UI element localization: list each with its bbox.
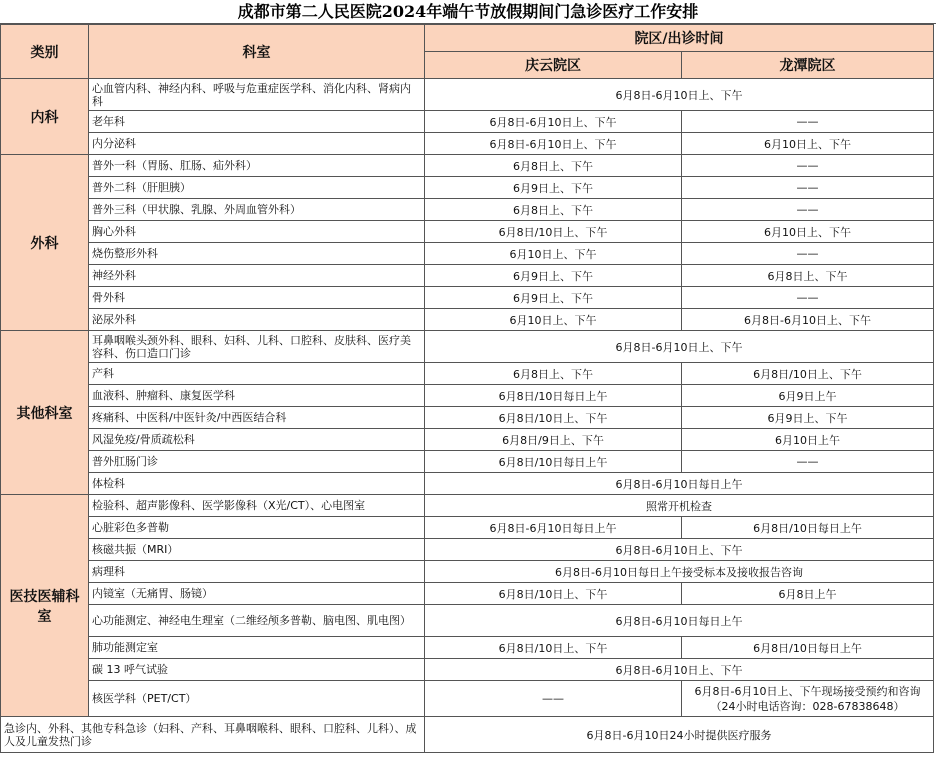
hours-cell: 6月9日上、下午 <box>682 407 934 429</box>
dept-cell: 风湿免疫/骨质疏松科 <box>89 429 425 451</box>
dept-cell: 泌尿外科 <box>89 309 425 331</box>
category-other: 其他科室 <box>1 331 89 495</box>
hours-cell: —— <box>682 451 934 473</box>
hours-cell: 6月10日上、下午 <box>425 243 682 265</box>
dept-cell: 检验科、超声影像科、医学影像科（X光/CT）、心电图室 <box>89 495 425 517</box>
table-row <box>1 111 934 133</box>
hours-cell: 6月8日-6月10日上、下午 <box>425 331 934 363</box>
dept-cell: 血液科、肿瘤科、康复医学科 <box>89 385 425 407</box>
hours-cell: 6月8日/10日每日上午 <box>425 385 682 407</box>
hours-cell: 6月8日/9日上、下午 <box>425 429 682 451</box>
table-row <box>1 309 934 331</box>
dept-cell: 普外肛肠门诊 <box>89 451 425 473</box>
hours-cell: 6月8日/10日上、下午 <box>682 363 934 385</box>
table-row <box>1 385 934 407</box>
hours-cell: 6月8日/10日上、下午 <box>425 583 682 605</box>
hours-cell: 6月9日上、下午 <box>425 177 682 199</box>
hours-cell: 6月8日-6月10日每日上午 <box>425 517 682 539</box>
dept-cell: 碳 13 呼气试验 <box>89 659 425 681</box>
table-row <box>1 265 934 287</box>
header-campus-a: 庆云院区 <box>425 52 682 79</box>
hours-cell: —— <box>682 243 934 265</box>
emergency-hours-cell: 6月8日-6月10日24小时提供医疗服务 <box>425 717 934 753</box>
dept-cell: 神经外科 <box>89 265 425 287</box>
hours-cell: 6月8日-6月10日每日上午 <box>425 605 934 637</box>
hours-cell: 6月8日-6月10日上、下午 <box>425 659 934 681</box>
category-internal: 内科 <box>1 79 89 155</box>
hours-cell: 6月8日上、下午 <box>425 199 682 221</box>
header-row <box>1 25 934 52</box>
table-row <box>1 177 934 199</box>
hours-cell: 6月8日-6月10日上、下午 <box>682 309 934 331</box>
dept-cell: 心血管内科、神经内科、呼吸与危重症医学科、消化内科、肾病内科 <box>89 79 425 111</box>
table-row <box>1 637 934 659</box>
table-row <box>1 331 934 363</box>
hours-cell: —— <box>682 199 934 221</box>
hours-cell: —— <box>682 155 934 177</box>
hours-cell: 6月9日上午 <box>682 385 934 407</box>
header-category: 类别 <box>1 25 89 79</box>
table-row <box>1 561 934 583</box>
table-row <box>1 605 934 637</box>
table-row <box>1 717 934 753</box>
dept-cell: 老年科 <box>89 111 425 133</box>
table-row <box>1 133 934 155</box>
hours-cell: 6月8日上、下午 <box>682 265 934 287</box>
hours-cell: 照常开机检查 <box>425 495 934 517</box>
hours-cell: 6月9日上、下午 <box>425 265 682 287</box>
hours-cell: 6月8日/10日上、下午 <box>425 407 682 429</box>
hours-cell: 6月8日-6月10日上、下午 <box>425 111 682 133</box>
hours-cell: 6月8日上午 <box>682 583 934 605</box>
header-campus-b: 龙潭院区 <box>682 52 934 79</box>
dept-cell: 普外一科（胃肠、肛肠、疝外科） <box>89 155 425 177</box>
hours-cell: —— <box>682 177 934 199</box>
hours-cell: 6月9日上、下午 <box>425 287 682 309</box>
table-row <box>1 495 934 517</box>
table-row <box>1 79 934 111</box>
dept-cell: 心功能测定、神经电生理室（二维经颅多普勒、脑电图、肌电图） <box>89 605 425 637</box>
category-surgery: 外科 <box>1 155 89 331</box>
dept-cell: 核磁共振（MRI） <box>89 539 425 561</box>
hours-cell: 6月8日/10日上、下午 <box>425 221 682 243</box>
header-department: 科室 <box>89 25 425 79</box>
header-campus-hours: 院区/出诊时间 <box>425 25 934 52</box>
hours-cell: 6月8日上、下午 <box>425 363 682 385</box>
hours-cell: 6月8日-6月10日上、下午 <box>425 79 934 111</box>
hours-cell: —— <box>682 287 934 309</box>
hours-cell: 6月10日上、下午 <box>425 309 682 331</box>
dept-cell: 核医学科（PET/CT） <box>89 681 425 717</box>
table-row <box>1 429 934 451</box>
dept-cell: 骨外科 <box>89 287 425 309</box>
dept-cell: 普外二科（肝胆胰） <box>89 177 425 199</box>
table-row <box>1 517 934 539</box>
hours-cell: 6月8日/10日每日上午 <box>682 637 934 659</box>
category-medical-tech: 医技医辅科室 <box>1 495 89 717</box>
table-row <box>1 473 934 495</box>
dept-cell: 病理科 <box>89 561 425 583</box>
table-row <box>1 243 934 265</box>
table-row <box>1 451 934 473</box>
table-row <box>1 221 934 243</box>
table-row <box>1 539 934 561</box>
hours-cell: 6月8日-6月10日上、下午 <box>425 133 682 155</box>
dept-cell: 内镜室（无痛胃、肠镜） <box>89 583 425 605</box>
hours-cell <box>682 681 934 717</box>
hours-line: 6月8日-6月10日上、下午现场接受预约和咨询 <box>694 684 921 698</box>
dept-cell: 胸心外科 <box>89 221 425 243</box>
dept-cell: 疼痛科、中医科/中医针灸/中西医结合科 <box>89 407 425 429</box>
hours-cell: 6月8日-6月10日每日上午接受标本及接收报告咨询 <box>425 561 934 583</box>
dept-cell: 烧伤整形外科 <box>89 243 425 265</box>
hours-cell: 6月10日上、下午 <box>682 221 934 243</box>
table-row <box>1 407 934 429</box>
hours-cell: 6月8日-6月10日每日上午 <box>425 473 934 495</box>
hours-cell: 6月8日/10日每日上午 <box>682 517 934 539</box>
table-row <box>1 363 934 385</box>
table-row <box>1 155 934 177</box>
hours-cell: —— <box>425 681 682 717</box>
hours-cell: 6月10日上午 <box>682 429 934 451</box>
page-title: 成都市第二人民医院2024年端午节放假期间门急诊医疗工作安排 <box>0 0 936 24</box>
hours-phone-line: （24小时电话咨询：028-67838648） <box>710 699 905 713</box>
table-row <box>1 583 934 605</box>
dept-cell: 心脏彩色多普勒 <box>89 517 425 539</box>
emergency-dept-cell: 急诊内、外科、其他专科急诊（妇科、产科、耳鼻咽喉科、眼科、口腔科、儿科）、成人及儿童发热门诊 <box>1 717 425 753</box>
hours-cell: —— <box>682 111 934 133</box>
dept-cell: 肺功能测定室 <box>89 637 425 659</box>
schedule-table <box>0 24 934 753</box>
hours-cell: 6月10日上、下午 <box>682 133 934 155</box>
table-row <box>1 659 934 681</box>
dept-cell: 耳鼻咽喉头颈外科、眼科、妇科、儿科、口腔科、皮肤科、医疗美容科、伤口造口门诊 <box>89 331 425 363</box>
hours-cell: 6月8日上、下午 <box>425 155 682 177</box>
dept-cell: 产科 <box>89 363 425 385</box>
dept-cell: 普外三科（甲状腺、乳腺、外周血管外科） <box>89 199 425 221</box>
hours-cell: 6月8日-6月10日上、下午 <box>425 539 934 561</box>
hours-cell: 6月8日/10日每日上午 <box>425 451 682 473</box>
dept-cell: 体检科 <box>89 473 425 495</box>
table-row <box>1 199 934 221</box>
hours-cell: 6月8日/10日上、下午 <box>425 637 682 659</box>
table-row <box>1 287 934 309</box>
table-row <box>1 681 934 717</box>
dept-cell: 内分泌科 <box>89 133 425 155</box>
